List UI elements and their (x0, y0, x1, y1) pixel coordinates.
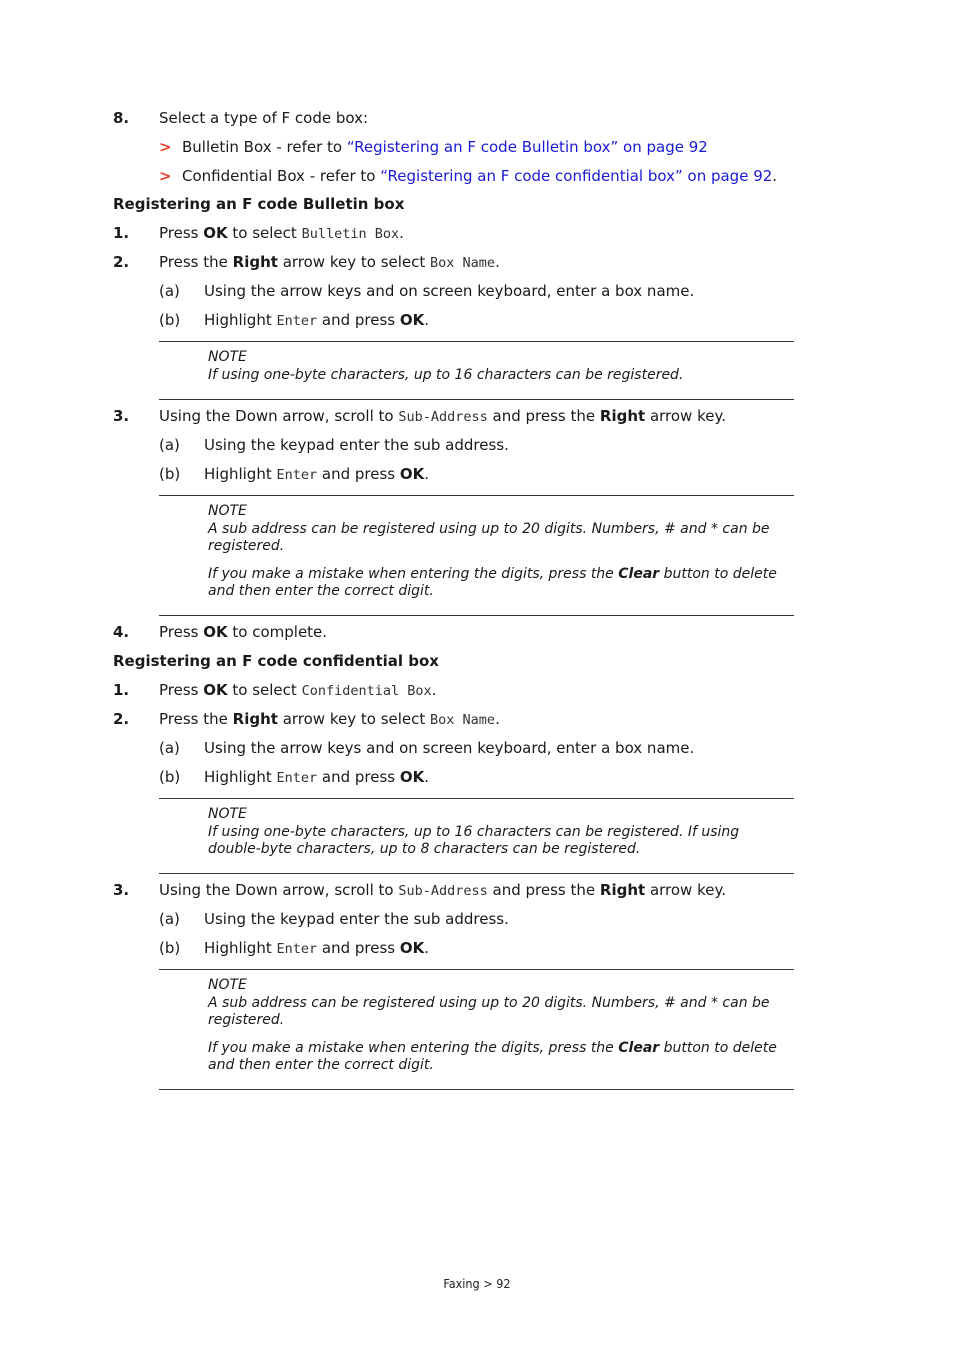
note-text: If you make a mistake when entering the digits, press the Clear button to delete and then enter the correct digit. (208, 1039, 777, 1073)
note-divider (159, 873, 794, 874)
bullet-arrow-icon: > (159, 167, 172, 185)
note-divider (159, 969, 794, 970)
substep-text: Using the keypad enter the sub address. (204, 910, 509, 928)
step-text: Press OK to select Bulletin Box. (159, 224, 404, 242)
note-divider (159, 1089, 794, 1090)
substep-label: (b) (159, 465, 181, 483)
substep-label: (a) (159, 282, 180, 300)
note-box (208, 349, 778, 384)
step-text: Using the Down arrow, scroll to Sub-Address and press the Right arrow key. (159, 881, 726, 899)
substep-label: (a) (159, 739, 180, 757)
step-text: Press OK to select Confidential Box. (159, 681, 437, 699)
note-box (208, 977, 778, 1075)
note-divider (159, 495, 794, 496)
step-number: 3. (113, 881, 130, 899)
note-text: A sub address can be registered using up to 20 digits. Numbers, # and * can be registered. (208, 994, 770, 1028)
substep-label: (a) (159, 436, 180, 454)
note-title: NOTE (208, 503, 247, 519)
substep-text: Highlight Enter and press OK. (204, 939, 430, 957)
xref-link-bulletin[interactable]: “Registering an F code Bulletin box” on page 92 (346, 138, 708, 156)
bullet-arrow-icon: > (159, 138, 172, 156)
note-box (208, 503, 778, 601)
step-number: 4. (113, 623, 130, 641)
step-text: Press OK to complete. (159, 623, 328, 641)
substep-text: Using the keypad enter the sub address. (204, 436, 509, 454)
step-number: 3. (113, 407, 130, 425)
step-number: 1. (113, 681, 130, 699)
note-text: If you make a mistake when entering the digits, press the Clear button to delete and then enter the correct digit. (208, 565, 777, 599)
note-title: NOTE (208, 977, 247, 993)
bullet-item: Confidential Box - refer to “Registering an F code confidential box” on page 92. (182, 167, 778, 185)
note-text: If using one-byte characters, up to 16 characters can be registered. If using double-byte characters, up to 8 characters can be registered. (208, 823, 740, 857)
substep-text: Using the arrow keys and on screen keyboard, enter a box name. (204, 282, 695, 300)
substep-label: (b) (159, 939, 181, 957)
note-divider (159, 798, 794, 799)
note-divider (159, 341, 794, 342)
step-number: 2. (113, 253, 130, 271)
step-text: Select a type of F code box: (159, 109, 369, 127)
section-heading-bulletin: Registering an F code Bulletin box (113, 195, 405, 213)
step-number: 8. (113, 109, 130, 127)
page-footer: Faxing > 92 (443, 1276, 511, 1291)
substep-label: (b) (159, 311, 181, 329)
substep-text: Highlight Enter and press OK. (204, 768, 430, 786)
step-text: Press the Right arrow key to select Box Name. (159, 710, 500, 728)
substep-label: (a) (159, 910, 180, 928)
step-text: Using the Down arrow, scroll to Sub-Address and press the Right arrow key. (159, 407, 726, 425)
note-box (208, 806, 778, 859)
note-title: NOTE (208, 349, 247, 365)
substep-label: (b) (159, 768, 181, 786)
note-divider (159, 615, 794, 616)
step-text: Press the Right arrow key to select Box Name. (159, 253, 500, 271)
substep-text: Highlight Enter and press OK. (204, 465, 430, 483)
bullet-item: Bulletin Box - refer to “Registering an F code Bulletin box” on page 92 (182, 138, 708, 156)
xref-link-confidential[interactable]: “Registering an F code confidential box” on page 92 (380, 167, 773, 185)
step-number: 2. (113, 710, 130, 728)
section-heading-confidential: Registering an F code confidential box (113, 652, 439, 670)
note-title: NOTE (208, 806, 247, 822)
substep-text: Using the arrow keys and on screen keyboard, enter a box name. (204, 739, 695, 757)
note-text: If using one-byte characters, up to 16 characters can be registered. (208, 366, 684, 383)
note-text: A sub address can be registered using up to 20 digits. Numbers, # and * can be registered. (208, 520, 770, 554)
substep-text: Highlight Enter and press OK. (204, 311, 430, 329)
note-divider (159, 399, 794, 400)
step-number: 1. (113, 224, 130, 242)
